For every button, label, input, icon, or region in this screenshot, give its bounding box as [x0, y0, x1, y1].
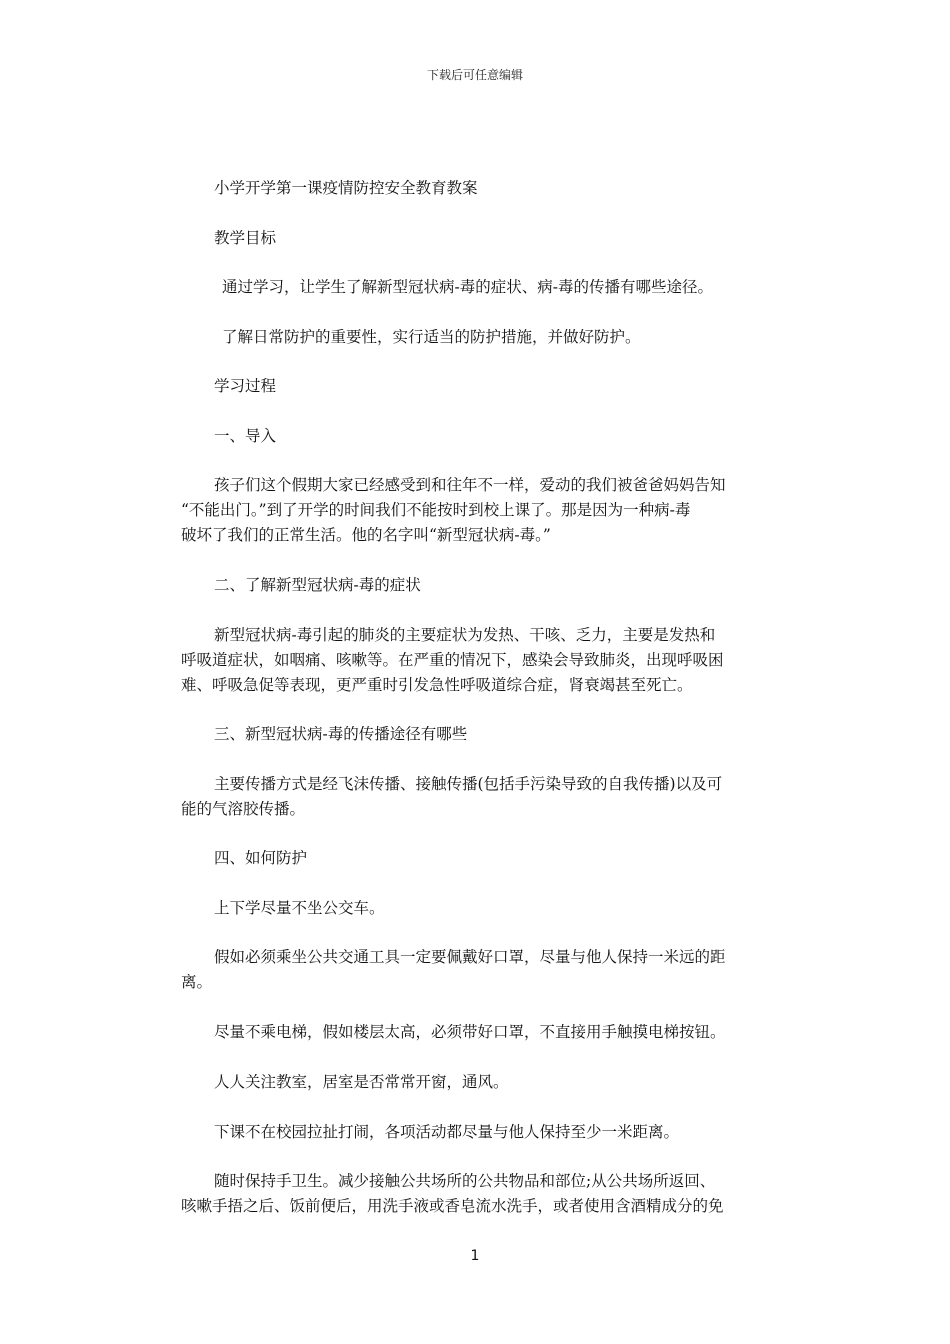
process-heading: 学习过程: [214, 377, 277, 395]
page-header-note: 下载后可任意编辑: [426, 68, 523, 82]
objective-item-2: 了解日常防护的重要性，实行适当的防护措施，并做好防护。: [222, 328, 641, 346]
section-4-paragraph-6: [181, 1169, 773, 1219]
section-3-heading: 三、新型冠状病-毒的传播途径有哪些: [214, 725, 468, 743]
paragraph-line: 能的气溶胶传播。: [181, 800, 306, 818]
section-4-paragraph-1: 上下学尽量不坐公交车。: [214, 899, 385, 917]
section-4-paragraph-3: 尽量不乘电梯，假如楼层太高，必须带好口罩，不直接用手触摸电梯按钮。: [214, 1023, 726, 1041]
paragraph-line: 破坏了我们的正常生活。他的名字叫“新型冠状病-毒。”: [181, 526, 551, 544]
paragraph-line: 难、呼吸急促等表现，更严重时引发急性呼吸道综合症，肾衰竭甚至死亡。: [181, 676, 693, 694]
paragraph-line: 假如必须乘坐公共交通工具一定要佩戴好口罩，尽量与他人保持一米远的距: [214, 948, 726, 966]
objective-item-1: 通过学习，让学生了解新型冠状病-毒的症状、病-毒的传播有哪些途径。: [222, 278, 713, 296]
section-3-paragraph: [181, 772, 773, 822]
section-4-paragraph-2: [181, 945, 773, 995]
paragraph-line: 咳嗽手捂之后、饭前便后，用洗手液或香皂流水洗手，或者使用含酒精成分的免: [181, 1197, 724, 1215]
section-2-paragraph: [181, 623, 773, 698]
section-4-paragraph-4: 人人关注教室，居室是否常常开窗，通风。: [214, 1073, 509, 1091]
objective-heading: 教学目标: [214, 229, 277, 247]
section-4-heading: 四、如何防护: [214, 849, 308, 867]
paragraph-line: 主要传播方式是经飞沫传播、接触传播(包括手污染导致的自我传播)以及可: [214, 775, 723, 793]
section-1-heading: 一、导入: [214, 427, 277, 445]
section-2-heading: 二、了解新型冠状病-毒的症状: [214, 576, 421, 594]
page-number: 1: [470, 1248, 480, 1264]
paragraph-line: 呼吸道症状，如咽痛、咳嗽等。在严重的情况下，感染会导致肺炎，出现呼吸困: [181, 651, 724, 669]
paragraph-line: 离。: [181, 973, 213, 991]
section-1-paragraph: [181, 473, 773, 548]
section-4-paragraph-5: 下课不在校园拉扯打闹，各项活动都尽量与他人保持至少一米距离。: [214, 1123, 680, 1141]
paragraph-line: 孩子们这个假期大家已经感受到和往年不一样，爱动的我们被爸爸妈妈告知: [214, 476, 726, 494]
paragraph-line: “不能出门。”到了开学的时间我们不能按时到校上课了。那是因为一种病-毒: [181, 501, 691, 519]
document-title: 小学开学第一课疫情防控安全教育教案: [214, 179, 478, 197]
paragraph-line: 新型冠状病-毒引起的肺炎的主要症状为发热、干咳、乏力，主要是发热和: [214, 626, 716, 644]
paragraph-line: 随时保持手卫生。减少接触公共场所的公共物品和部位;从公共场所返回、: [214, 1172, 716, 1190]
